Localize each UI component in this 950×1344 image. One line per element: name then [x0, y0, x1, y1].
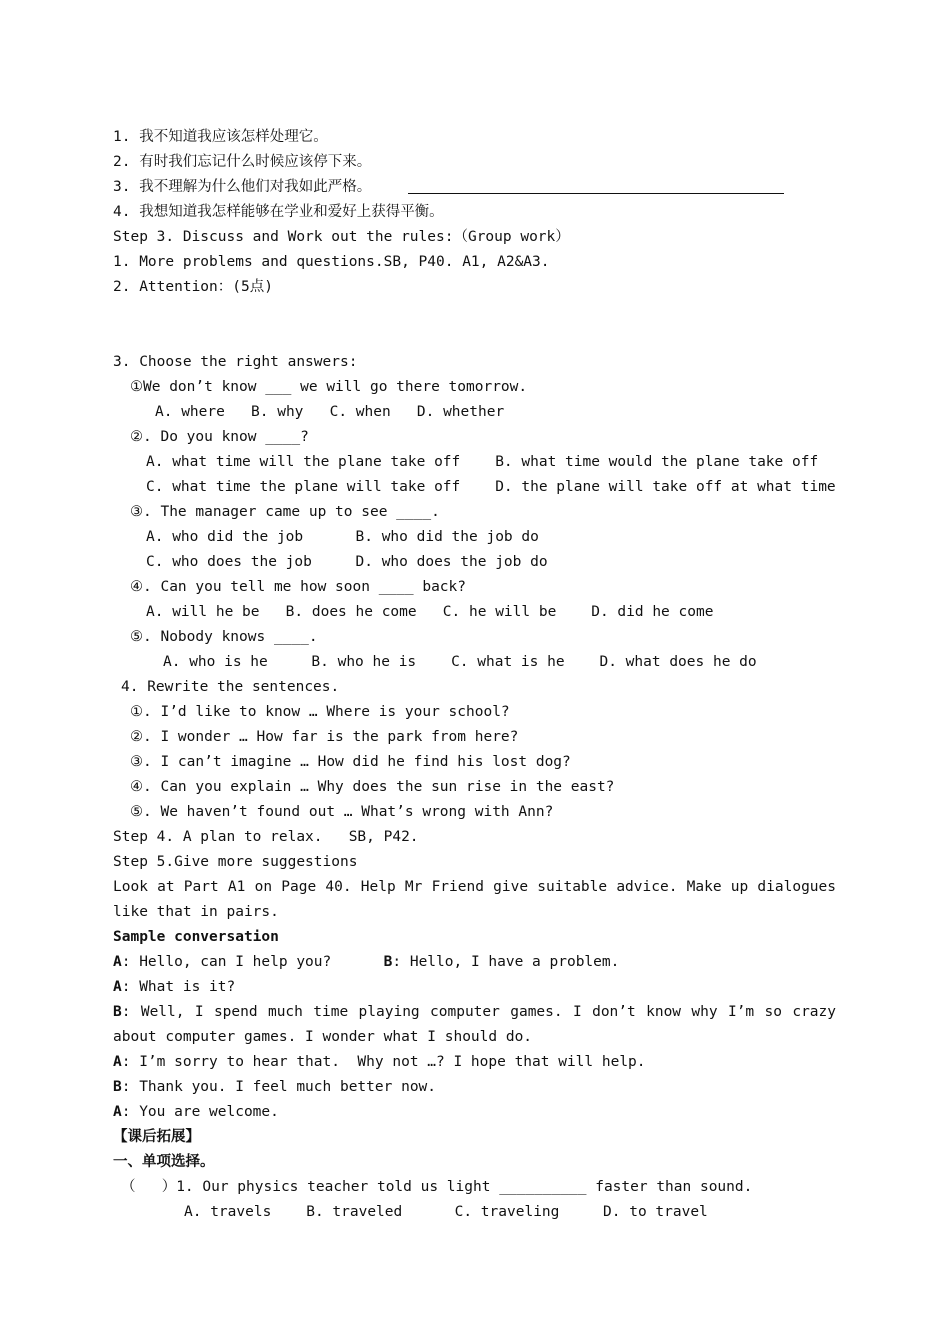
question-2-options-cd: C. what time the plane will take off D. the plane will take off at what time	[146, 479, 836, 495]
rewrite-item-2: ②. I wonder … How far is the park from here?	[130, 729, 519, 745]
dialogue-text: : What is it?	[121, 979, 236, 995]
question-3-options-ab: A. who did the job B. who did the job do	[146, 529, 539, 545]
question-5-options: A. who is he B. who he is C. what is he D. what does he do	[163, 654, 757, 670]
answer-blank-line	[408, 193, 784, 194]
translation-item-3: 3. 我不理解为什么他们对我如此严格。	[113, 179, 372, 195]
dialogue-line-3	[113, 1002, 836, 1022]
speaker-a: A	[113, 979, 122, 995]
dialogue-line-5	[113, 1077, 436, 1097]
dialogue-text: : Thank you. I feel much better now.	[121, 1079, 437, 1095]
translation-item-4: 4. 我想知道我怎样能够在学业和爱好上获得平衡。	[113, 204, 444, 220]
question-1-options: A. where B. why C. when D. whether	[155, 404, 505, 420]
sample-conversation-title: Sample conversation	[113, 929, 279, 945]
speaker-b: B	[113, 1004, 122, 1020]
rewrite-item-5: ⑤. We haven’t found out … What’s wrong with Ann?	[130, 804, 554, 820]
question-2: ②. Do you know ____?	[130, 429, 309, 445]
rewrite-item-3: ③. I can’t imagine … How did he find his lost dog?	[130, 754, 571, 770]
after-class-heading: 【课后拓展】	[113, 1129, 200, 1145]
question-3: ③. The manager came up to see ____.	[130, 504, 440, 520]
question-1: ①We don’t know ___ we will go there tomorrow.	[130, 379, 528, 395]
instruction-line-1: Look at Part A1 on Page 40. Help Mr Friend give suitable advice. Make up dialogues	[113, 879, 836, 895]
dialogue-line-6	[113, 1102, 279, 1122]
dialogue-text: : I’m sorry to hear that. Why not …? I hope that will help.	[121, 1054, 646, 1070]
rewrite-item-1: ①. I’d like to know … Where is your school?	[130, 704, 510, 720]
dialogue-text: : Well, I spend much time playing computer games. I don’t know why I’m so crazy	[121, 1004, 836, 1020]
translation-item-1: 1. 我不知道我应该怎样处理它。	[113, 129, 328, 145]
question-3-options-cd: C. who does the job D. who does the job do	[146, 554, 548, 570]
dialogue-text: : You are welcome.	[121, 1104, 279, 1120]
question-4: ④. Can you tell me how soon ____ back?	[130, 579, 466, 595]
exercise-1-options: A. travels B. traveled C. traveling D. to travel	[184, 1204, 708, 1220]
dialogue-line-1	[113, 952, 619, 972]
step3-item-1: 1. More problems and questions.SB, P40. A1, A2&A3.	[113, 254, 550, 270]
rewrite-heading: 4. Rewrite the sentences.	[121, 679, 340, 695]
question-4-options: A. will he be B. does he come C. he will be D. did he come	[146, 604, 714, 620]
step3-item-3: 3. Choose the right answers:	[113, 354, 358, 370]
rewrite-item-4: ④. Can you explain … Why does the sun rise in the east?	[130, 779, 615, 795]
step3-item-2: 2. Attention：(5点)	[113, 279, 273, 295]
dialogue-text: : Hello, can I help you?	[121, 954, 384, 970]
dialogue-line-2	[113, 977, 235, 997]
speaker-a: A	[113, 1054, 122, 1070]
speaker-a: A	[113, 1104, 122, 1120]
dialogue-line-4	[113, 1052, 646, 1072]
speaker-b: B	[383, 954, 393, 970]
step3-heading: Step 3. Discuss and Work out the rules:（Group work）	[113, 229, 570, 245]
dialogue-text: : Hello, I have a problem.	[392, 954, 620, 970]
speaker-b: B	[113, 1079, 122, 1095]
exercise-1: （ ）1. Our physics teacher told us light __________ faster than sound.	[121, 1179, 753, 1195]
speaker-a: A	[113, 954, 122, 970]
dialogue-line-3-cont: about computer games. I wonder what I should do.	[113, 1029, 533, 1045]
section-1-heading: 一、单项选择。	[113, 1154, 215, 1170]
question-5: ⑤. Nobody knows ____.	[130, 629, 318, 645]
instruction-line-2: like that in pairs.	[113, 904, 279, 920]
step5-heading: Step 5.Give more suggestions	[113, 854, 358, 870]
question-2-options-ab: A. what time will the plane take off B. what time would the plane take off	[146, 454, 819, 470]
step4-heading: Step 4. A plan to relax. SB, P42.	[113, 829, 419, 845]
translation-item-2: 2. 有时我们忘记什么时候应该停下来。	[113, 154, 372, 170]
